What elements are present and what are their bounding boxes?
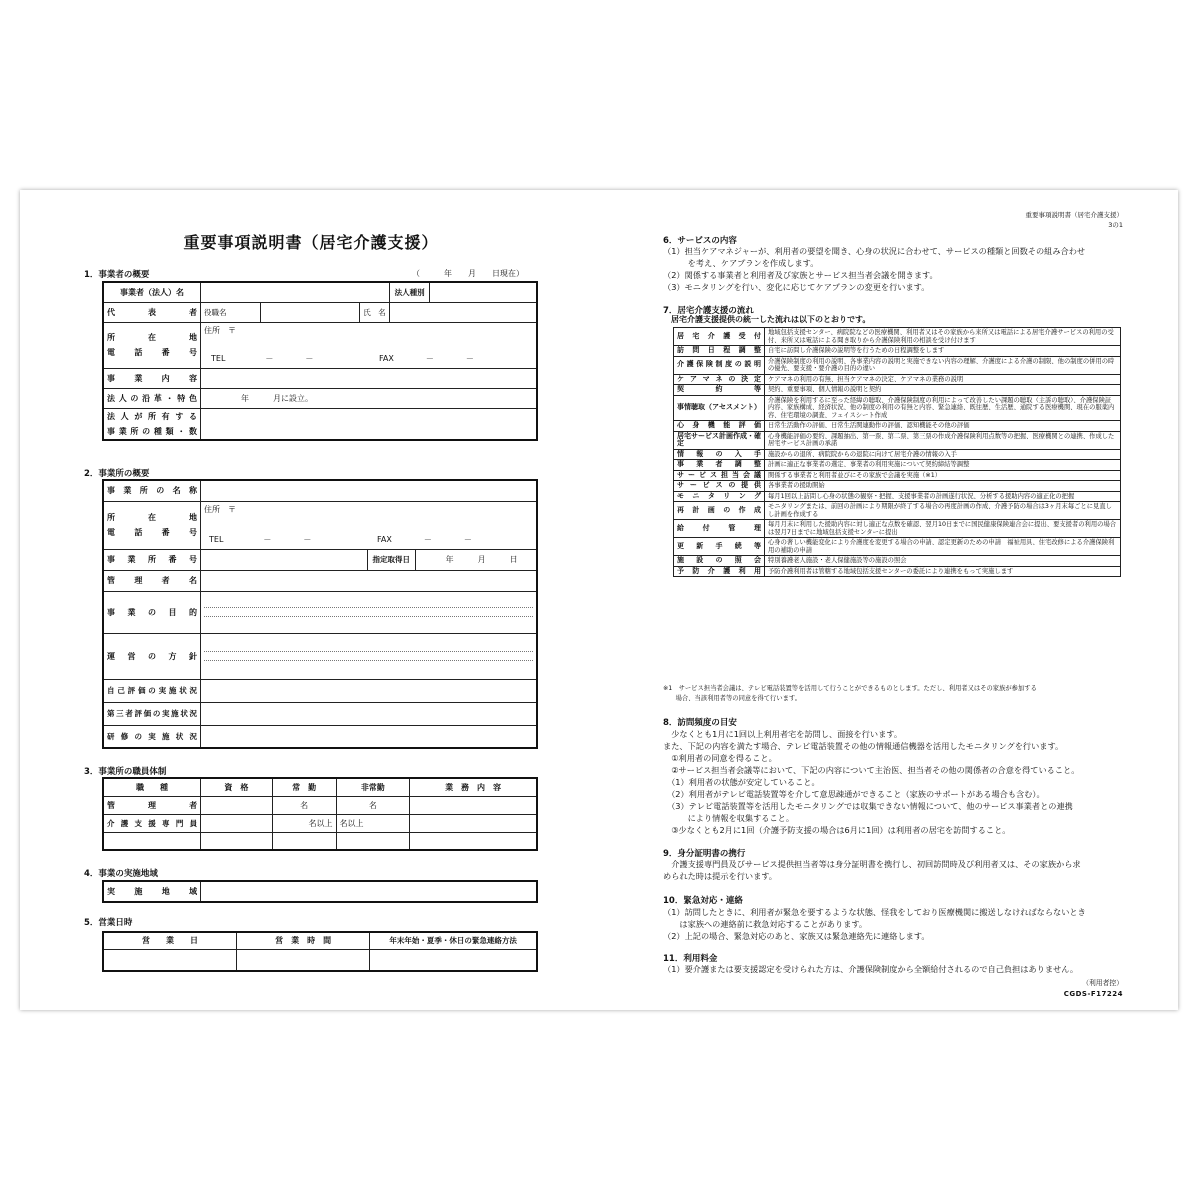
- flow-row: [674, 328, 1121, 346]
- section1-heading: 1．事業者の概要: [84, 270, 150, 280]
- flow-step-text: 各事業者の援助開始: [765, 481, 1121, 492]
- s10-line: （1）訪問したときに、利用者が緊急を要するような状態、怪我をしており医療機関に搬送しなければならないとき: [663, 907, 1086, 917]
- s6-line: （1）担当ケアマネジャーが、利用者の要望を聞き、心身の状況に合わせて、サービスの種類と回数その組み合わせ: [663, 246, 1086, 256]
- row-caremanager-qual[interactable]: [201, 814, 273, 832]
- purpose-line: [204, 607, 533, 608]
- company-address-label: 所 在 地: [107, 333, 198, 342]
- product-code: CGDS-F17224: [1063, 990, 1123, 998]
- col-parttime: 非常勤: [336, 778, 410, 796]
- office-address-label: 所 在 地: [107, 513, 198, 522]
- flow-step-label: 給付管理: [674, 520, 765, 538]
- row-caremanager-part[interactable]: 名以上: [336, 814, 410, 832]
- row-extra-label[interactable]: [103, 832, 201, 850]
- row-caremanager-duty[interactable]: [410, 814, 537, 832]
- flow-step-text: 日常生活動作の評価、日常生活関連動作の評価、認知機能その他の評価: [765, 421, 1121, 432]
- s9-line: 介護支援専門員及びサービス提供担当者等は身分証明書を携行し、初回訪問時及び利用者又は、その家族から求: [663, 859, 1081, 869]
- flow-step-text: 施設からの退所、病院院からの退院に向けて居宅介護の情報の入手: [765, 449, 1121, 460]
- flow-step-text: 予防介護利用者は管轄する地域包括支援センターの委託により連携をもって実施します: [765, 566, 1121, 577]
- owned-label-line1: 法人が所有する: [107, 411, 198, 421]
- policy-label: 運 営 の 方 針: [103, 633, 201, 679]
- s10-line: は家族への連絡前に救急対応することがあります。: [663, 919, 868, 929]
- flow-step-label: 施設の照会: [674, 556, 765, 567]
- as-of-date: （ 年 月 日現在）: [412, 269, 524, 278]
- s9-line: められた時は提示を行います。: [663, 871, 777, 881]
- third-eval-field[interactable]: [201, 702, 537, 725]
- s10-line: （2）上記の場合、緊急対応のあと、家族又は緊急連絡先に連絡します。: [663, 931, 930, 941]
- section3-heading: 3．事業所の職員体制: [84, 767, 167, 777]
- flow-step-label: 居宅介護受付: [674, 328, 765, 346]
- area-table: [102, 880, 538, 903]
- row-manager-part[interactable]: 名: [336, 796, 410, 814]
- training-field[interactable]: [201, 725, 537, 748]
- office-name-field[interactable]: [201, 480, 537, 501]
- flow-step-text: 契約、重要事項、個人情報の説明と契約: [765, 385, 1121, 396]
- col-emergency-contact: 年末年始・夏季・休日の緊急連絡方法: [370, 932, 537, 949]
- business-label: 事 業 内 容: [103, 368, 201, 388]
- flow-step-text: 地域包括支援センター、病院院などの医療機関、利用者又はその家族から来所又は電話による居宅介護サービスの利用の受付、来所又は電話による聞き取りから介護保険利用の相談を受け付けます: [765, 328, 1121, 346]
- staff-table: [102, 777, 538, 851]
- s6-line: （2）関係する事業者と利用者及び家族とサービス担当者会議を開きます。: [663, 270, 938, 280]
- office-address-prefix: 住所 〒: [204, 504, 237, 514]
- position-label: 役職名: [201, 302, 261, 322]
- s8-line: ②サービス担当者会議等において、下記の内容について主治医、担当者その他の関係者の合意を得ていること。: [663, 765, 1080, 775]
- section6-heading: 6．サービスの内容: [663, 236, 737, 246]
- flow-step-text: ケアマネの利用の有無、担当ケアマネの決定、ケアマネの業務の説明: [765, 374, 1121, 385]
- s8-line: 少なくとも1月に1回以上利用者宅を訪問し、面接を行います。: [663, 729, 903, 739]
- owned-field[interactable]: [201, 408, 537, 440]
- row-manager-full[interactable]: 名: [272, 796, 336, 814]
- s6-line: （3）モニタリングを行い、変化に応じてケアプランの変更を行います。: [663, 282, 930, 292]
- flow-step-label: 契約等: [674, 385, 765, 396]
- emergency-contact-field[interactable]: [370, 949, 537, 971]
- business-days-field[interactable]: [103, 949, 236, 971]
- company-address-label-cell: [103, 322, 201, 368]
- flow-row: [674, 374, 1121, 385]
- office-address-field[interactable]: [201, 501, 537, 549]
- row-extra-qual[interactable]: [201, 832, 273, 850]
- flow-row: [674, 460, 1121, 471]
- row-manager-duty[interactable]: [410, 796, 537, 814]
- flow-row: [674, 491, 1121, 502]
- manager-name-label: 管 理 者 名: [103, 570, 201, 591]
- flow-step-label: 予防介護利用: [674, 566, 765, 577]
- flow-step-text: 毎月月末に利用した援助内容に対し適正な点数を確認、翌月10日までに国民健康保険連合会に提出、要支援者の利用の場合は翌月7日までに地域包括支援センターに提出: [765, 520, 1121, 538]
- flow-row: [674, 421, 1121, 432]
- flow-step-text: 介護保険を利用するに至った経緯の聴取、介護保険制度の利用によって改善したい課題の聴取（主訴の聴取）、介護保険証内容、家族構成、経済状況、他の制度の利用の有無と内容、緊急連絡、既往歴、生活歴、通院する医療機関、現在の服薬内容、住宅環境の調査、フェイスシート作成: [765, 395, 1121, 421]
- company-address-prefix: 住所 〒: [204, 325, 237, 335]
- flow-step-label: 事業者調整: [674, 460, 765, 471]
- section11-heading: 11．利用料金: [663, 954, 718, 964]
- s7-note: 場合、当該利用者等の同意を得て行います。: [663, 695, 802, 702]
- row-caremanager-full[interactable]: 名以上: [272, 814, 336, 832]
- flow-step-label: 心身機能評価: [674, 421, 765, 432]
- third-eval-label: 第三者評価の実施状況: [103, 702, 201, 725]
- office-address-label-cell: [103, 501, 201, 549]
- business-hours-field[interactable]: [236, 949, 369, 971]
- purpose-line: [204, 616, 533, 617]
- flow-step-label: 事情聴取（アセスメント）: [674, 395, 765, 421]
- copy-label: （利用者控）: [1082, 979, 1123, 987]
- area-field[interactable]: [201, 881, 537, 902]
- corp-type-label: 法人種別: [390, 282, 430, 302]
- header-right-title: 重要事項説明書（居宅介護支援）: [1025, 211, 1123, 219]
- office-table: [102, 479, 538, 749]
- flow-step-label: サービス担当会議: [674, 470, 765, 481]
- flow-row: [674, 502, 1121, 520]
- col-business-hours: 営 業 時 間: [236, 932, 369, 949]
- flow-step-label: 再計画の作成: [674, 502, 765, 520]
- s6-line: を考え、ケアプランを作成します。: [663, 258, 819, 268]
- company-address-field[interactable]: [201, 322, 537, 368]
- designation-field[interactable]: 年 月 日: [415, 549, 537, 570]
- flow-row: [674, 431, 1121, 449]
- col-duty: 業 務 内 容: [410, 778, 537, 796]
- section8-heading: 8．訪問頻度の目安: [663, 718, 737, 728]
- flow-row: [674, 346, 1121, 357]
- flow-step-label: 居宅サービス計画作成・確定: [674, 431, 765, 449]
- s7-note: ※1 サービス担当者会議は、テレビ電話装置等を活用して行うことができるものとします。ただし、利用者又はその家族が参加する: [663, 685, 1037, 692]
- flow-step-text: 介護保険制度の利用の説明、各事業内容の説明と実施できない内容の理解、介護度による介護の制限、他の制度の併用の時の優先、要支援・要介護の目的の違い: [765, 356, 1121, 374]
- history-label: 法人の沿革・特色: [103, 388, 201, 408]
- col-fulltime: 常 勤: [272, 778, 336, 796]
- row-manager-qual[interactable]: [201, 796, 273, 814]
- owned-label-line2: 事業所の種類・数: [107, 426, 198, 436]
- flow-step-text: 関係する事業者と利用者並びにその家族で会議を実施（※1）: [765, 470, 1121, 481]
- rep-name-label: 氏 名: [360, 302, 390, 322]
- document-title: 重要事項説明書（居宅介護支援）: [183, 233, 439, 252]
- flow-row: [674, 566, 1121, 577]
- flow-row: [674, 520, 1121, 538]
- purpose-label: 事 業 の 目 的: [103, 591, 201, 633]
- company-tel: TEL － －: [211, 353, 314, 363]
- row-extra-duty[interactable]: [410, 832, 537, 850]
- position-field[interactable]: [260, 302, 359, 322]
- company-table: [102, 281, 538, 441]
- care-flow-table: [673, 327, 1121, 577]
- office-no-label: 事業所番号: [103, 549, 201, 570]
- flow-step-text: 心身機能評価の要約、課題抽出、第一票、第二票、第三票の作成介護保険利用点数等の把握、医療機関との連携、作成した居宅サービス計画の承諾: [765, 431, 1121, 449]
- flow-step-label: モニタリング: [674, 491, 765, 502]
- section7-heading: 7．居宅介護支援の流れ: [663, 306, 754, 316]
- policy-line: [204, 651, 533, 652]
- flow-row: [674, 470, 1121, 481]
- header-right: [1026, 210, 1124, 230]
- flow-step-label: サービスの提供: [674, 481, 765, 492]
- s7-subheading: 居宅介護支援提供の統一した流れは以下のとおりです。: [663, 315, 871, 324]
- company-fax: FAX － －: [379, 353, 474, 363]
- hours-table: [102, 931, 538, 972]
- s8-line: また、下記の内容を満たす場合、テレビ電話装置その他の情報通信機器を活用したモニタリングを行います。: [663, 741, 1064, 751]
- flow-step-text: 自宅に訪問し介護保険の説明等を行うための日程調整をします: [765, 346, 1121, 357]
- flow-row: [674, 395, 1121, 421]
- row-extra-part[interactable]: [336, 832, 410, 850]
- flow-row: [674, 481, 1121, 492]
- company-phone-label: 電 話 番 号: [107, 348, 198, 357]
- row-manager-label: 管 理 者: [103, 796, 201, 814]
- corp-type-field[interactable]: [430, 282, 537, 302]
- company-name-label: 事業者（法人）名: [103, 282, 201, 302]
- flow-step-text: 計画に適正な事業者の選定、事業者の利用実施について契約締結等調整: [765, 460, 1121, 471]
- s11-line: （1）要介護または要支援認定を受けられた方は、介護保険制度から全額給付されるので自己負担はありません。: [663, 964, 1079, 974]
- business-field[interactable]: [201, 368, 537, 388]
- flow-step-label: 訪問日程調整: [674, 346, 765, 357]
- purpose-field[interactable]: [201, 591, 537, 633]
- col-job: 職 種: [103, 778, 201, 796]
- flow-step-label: 更新手続等: [674, 538, 765, 556]
- row-extra-full[interactable]: [272, 832, 336, 850]
- flow-step-label: 情報の入手: [674, 449, 765, 460]
- section5-heading: 5．営業日時: [84, 918, 133, 928]
- s8-line: により情報を収集すること。: [663, 813, 795, 823]
- office-no-field[interactable]: [201, 549, 368, 570]
- s8-line: ①利用者の同意を得ること。: [663, 753, 777, 763]
- self-eval-label: 自己評価の実施状況: [103, 679, 201, 702]
- designation-label: 指定取得日: [367, 549, 415, 570]
- flow-row: [674, 356, 1121, 374]
- owned-label-cell: [103, 408, 201, 440]
- flow-row: [674, 449, 1121, 460]
- policy-field[interactable]: [201, 633, 537, 679]
- area-label: 実 施 地 域: [103, 881, 201, 902]
- office-name-label: 事業所の名称: [103, 480, 201, 501]
- training-label: 研修の実施状況: [103, 725, 201, 748]
- s8-line: （1）利用者の状態が安定していること。: [663, 777, 820, 787]
- flow-step-text: 心身の著しい機能変化により介護度を変更する場合の申請、認定更新のための申請 福祉用具、住宅改修による介護保険利用の補助の申請: [765, 538, 1121, 556]
- section10-heading: 10．緊急対応・連絡: [663, 896, 743, 906]
- page-indicator: 3の1: [1108, 221, 1123, 229]
- rep-name-field[interactable]: [390, 302, 537, 322]
- col-business-days: 営 業 日: [103, 932, 236, 949]
- office-phone-label: 電 話 番 号: [107, 528, 198, 537]
- manager-name-field[interactable]: [201, 570, 537, 591]
- row-caremanager-label: 介護支援専門員: [103, 814, 201, 832]
- section2-heading: 2．事業所の概要: [84, 469, 150, 479]
- flow-step-text: 特別養護老人施設・老人保健施設等の施設の照会: [765, 556, 1121, 567]
- flow-row: [674, 385, 1121, 396]
- flow-step-text: 毎月1回以上訪問し心身の状態の観察・把握、支援事業者の計画遂行状況、分析する援助内容の適正化の把握: [765, 491, 1121, 502]
- company-name-field[interactable]: [201, 282, 390, 302]
- flow-step-label: 介護保険制度の説明: [674, 356, 765, 374]
- representative-label: 代 表 者: [103, 302, 201, 322]
- s8-line: ③少なくとも2月に1回（介護予防支援の場合は6月に1回）は利用者の居宅を訪問すること。: [663, 825, 1011, 835]
- s8-line: （2）利用者がテレビ電話装置等を介して意思疎通ができること（家族のサポートがある場合も含む）。: [663, 789, 1045, 799]
- office-fax: FAX － －: [377, 534, 472, 544]
- self-eval-field[interactable]: [201, 679, 537, 702]
- flow-row: [674, 538, 1121, 556]
- history-field[interactable]: 年 月に設立。: [201, 388, 537, 408]
- section9-heading: 9．身分証明書の携行: [663, 849, 746, 859]
- policy-line: [204, 660, 533, 661]
- s8-line: （3）テレビ電話装置等を活用したモニタリングでは収集できない情報について、他のサービス事業者との連携: [663, 801, 1073, 811]
- section4-heading: 4．事業の実施地域: [84, 869, 158, 879]
- col-qualification: 資 格: [201, 778, 273, 796]
- office-tel: TEL － －: [209, 534, 312, 544]
- flow-row: [674, 556, 1121, 567]
- flow-step-label: ケアマネの決定: [674, 374, 765, 385]
- flow-step-text: モニタリングまたは、前回の計画により期限が終了する場合の再度計画の作成、介護予防の場合は3ヶ月末毎ごとに見直しし計画を作成する: [765, 502, 1121, 520]
